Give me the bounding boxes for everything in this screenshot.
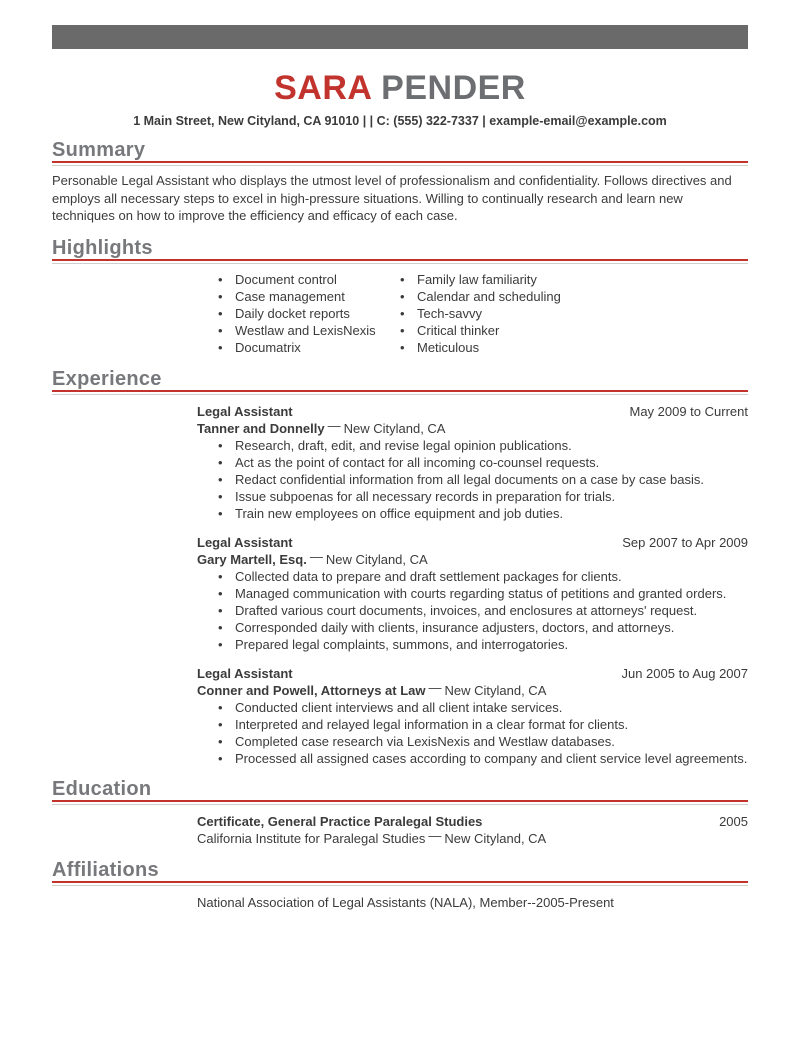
- dash-separator: —: [428, 679, 442, 695]
- highlight-item: • Westlaw and LexisNexis: [197, 322, 379, 339]
- job-header: [197, 534, 748, 551]
- job-duty: • Act as the point of contact for all incoming co-counsel requests.: [197, 454, 748, 471]
- highlight-item: • Family law familiarity: [379, 271, 561, 288]
- candidate-name: [52, 71, 748, 105]
- highlights-column-1: [197, 271, 379, 356]
- job-duty: • Corresponded daily with clients, insurance adjusters, doctors, and attorneys.: [197, 619, 748, 636]
- highlight-item: • Meticulous: [379, 339, 561, 356]
- section-title-affiliations: Affiliations: [52, 858, 159, 881]
- section-title-education: Education: [52, 777, 152, 800]
- job-location: New Cityland, CA: [343, 420, 446, 436]
- job-duty: • Conducted client interviews and all client intake services.: [197, 699, 748, 716]
- highlight-item: • Documatrix: [197, 339, 379, 356]
- job-dates: Jun 2005 to Aug 2007: [621, 665, 748, 681]
- job-title: Legal Assistant: [197, 665, 293, 681]
- experience-entry: [197, 534, 748, 653]
- affiliation-text: National Association of Legal Assistants (NALA), Member--2005-Present: [197, 894, 614, 910]
- job-location: New Cityland, CA: [325, 551, 428, 567]
- job-title: Legal Assistant: [197, 534, 293, 550]
- highlight-item: • Case management: [197, 288, 379, 305]
- dash-separator: —: [309, 548, 323, 564]
- job-company-line: [197, 548, 748, 568]
- company-name: Gary Martell, Esq.: [197, 551, 307, 567]
- candidate-first-name: SARA: [274, 69, 372, 107]
- highlight-item: • Calendar and scheduling: [379, 288, 561, 305]
- job-duty: • Managed communication with courts regarding status of petitions and granted orders.: [197, 585, 748, 602]
- section-title-highlights: Highlights: [52, 236, 153, 259]
- job-header: [197, 403, 748, 420]
- summary-text: Personable Legal Assistant who displays the utmost level of professionalism and confidentiality. Follows directives and employs all necessary steps to excel in high-pressure situations. Willing to continually research and learn new techniques on how to improve the efficiency and efficacy of each case.: [52, 173, 732, 223]
- graduation-year: 2005: [719, 813, 748, 829]
- job-title: Legal Assistant: [197, 403, 293, 419]
- experience-entry: [197, 403, 748, 522]
- job-duty: • Prepared legal complaints, summons, and interrogatories.: [197, 636, 748, 653]
- job-duty: • Drafted various court documents, invoices, and enclosures at attorneys' request.: [197, 602, 748, 619]
- company-name: Tanner and Donnelly: [197, 420, 325, 436]
- section-divider: [52, 259, 748, 264]
- section-title-summary: Summary: [52, 139, 146, 161]
- job-duty: • Research, draft, edit, and revise legal opinion publications.: [197, 437, 748, 454]
- highlights-column-2: [379, 271, 561, 356]
- job-duty: • Redact confidential information from all legal documents on a case by case basis.: [197, 471, 748, 488]
- dash-separator: —: [428, 827, 442, 843]
- education-entry: [197, 813, 748, 830]
- job-dates: May 2009 to Current: [629, 403, 748, 419]
- job-duties: [197, 437, 748, 522]
- highlight-item: • Daily docket reports: [197, 305, 379, 322]
- job-duties: [197, 568, 748, 653]
- degree-name: Certificate, General Practice Paralegal Studies: [197, 813, 483, 829]
- job-duty: • Train new employees on office equipment and job duties.: [197, 505, 748, 522]
- candidate-last-name: PENDER: [381, 69, 526, 107]
- job-company-line: [197, 679, 748, 699]
- section-divider: [52, 800, 748, 805]
- section-divider: [52, 390, 748, 395]
- section-divider: [52, 161, 748, 166]
- job-duty: • Issue subpoenas for all necessary records in preparation for trials.: [197, 488, 748, 505]
- school-location: New Cityland, CA: [444, 830, 547, 846]
- contact-line: 1 Main Street, New Cityland, CA 91010 | | C: (555) 322-7337 | example-email@example.com: [133, 114, 667, 128]
- job-company-line: [197, 417, 748, 437]
- highlight-item: • Document control: [197, 271, 379, 288]
- company-name: Conner and Powell, Attorneys at Law: [197, 682, 426, 698]
- section-title-experience: Experience: [52, 367, 162, 390]
- job-dates: Sep 2007 to Apr 2009: [622, 534, 748, 550]
- school-line: [197, 827, 748, 847]
- job-location: New Cityland, CA: [444, 682, 547, 698]
- highlights-columns: [197, 271, 748, 356]
- highlight-item: • Critical thinker: [379, 322, 561, 339]
- job-header: [197, 665, 748, 682]
- job-duty: • Collected data to prepare and draft settlement packages for clients.: [197, 568, 748, 585]
- school-name: California Institute for Paralegal Studies: [197, 830, 426, 846]
- job-duties: [197, 699, 748, 767]
- dash-separator: —: [327, 417, 341, 433]
- job-duty: • Processed all assigned cases according to company and client service level agreements.: [197, 750, 748, 767]
- highlight-item: • Tech-savvy: [379, 305, 561, 322]
- section-divider: [52, 881, 748, 886]
- job-duty: • Completed case research via LexisNexis and Westlaw databases.: [197, 733, 748, 750]
- experience-entry: [197, 665, 748, 767]
- header-bar: [52, 25, 748, 49]
- job-duty: • Interpreted and relayed legal information in a clear format for clients.: [197, 716, 748, 733]
- resume-page: [0, 25, 800, 911]
